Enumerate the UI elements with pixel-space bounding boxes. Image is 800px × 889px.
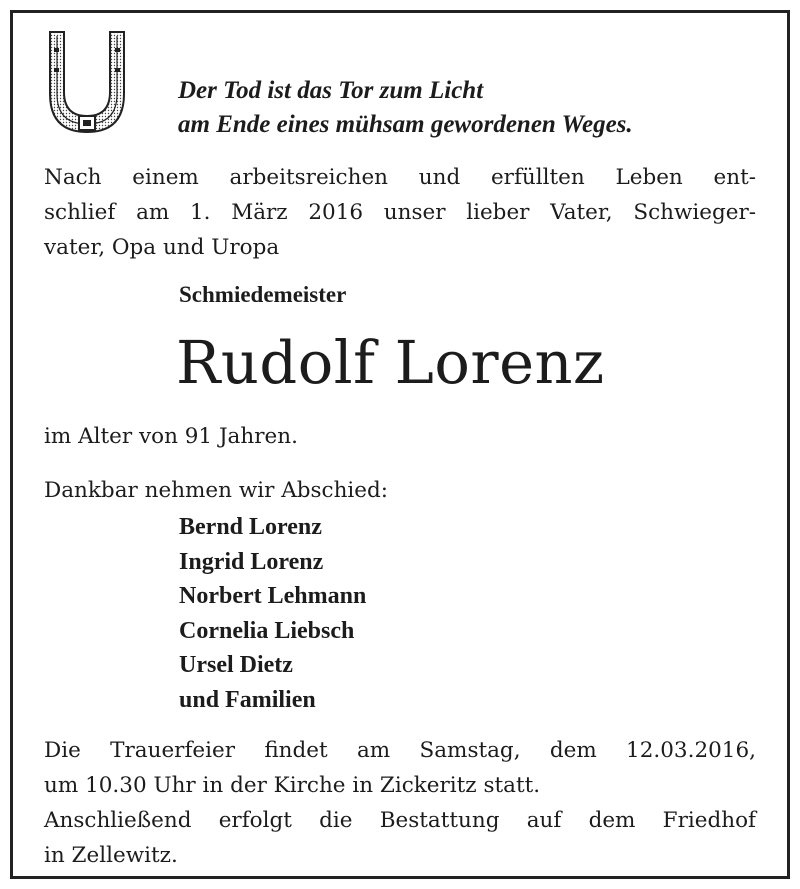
mourner-name: Ursel Dietz [179, 652, 293, 678]
deceased-name: Rudolf Lorenz [176, 328, 605, 397]
motto-line-2: am Ende eines mühsam gewordenen Weges. [178, 111, 633, 138]
funeral-line-2: um 10.30 Uhr in der Kirche in Zickeritz statt. [44, 773, 541, 798]
deceased-title: Schmiedemeister [179, 282, 347, 307]
mourner-name: Ingrid Lorenz [179, 548, 324, 575]
deceased-age: im Alter von 91 Jahren. [44, 424, 298, 449]
motto-line-1: Der Tod ist das Tor zum Licht [178, 77, 484, 104]
mourner-name: Norbert Lehmann [179, 583, 367, 609]
funeral-details [44, 733, 756, 873]
funeral-line-1: Die Trauerfeier findet am Samstag, dem 12.03.2016, [44, 738, 756, 763]
farewell-intro: Dankbar nehmen wir Abschied: [44, 478, 389, 503]
intro-line-1: Nach einem arbeitsreichen und erfüllten Leben ent- [44, 165, 756, 190]
mourner-name: Bernd Lorenz [179, 514, 322, 540]
mourner-name: Cornelia Liebsch [179, 617, 355, 644]
funeral-line-4: in Zellewitz. [44, 843, 178, 868]
funeral-line-3: Anschließend erfolgt die Bestattung auf dem Friedhof [44, 808, 756, 833]
intro-line-3: vater, Opa und Uropa [44, 235, 280, 260]
motto-quote [178, 74, 633, 142]
horseshoe-icon [44, 28, 130, 138]
intro-line-2: schlief am 1. März 2016 unser lieber Vater, Schwieger- [44, 200, 756, 225]
mourner-name: und Familien [179, 686, 316, 713]
mourners-list [179, 510, 366, 717]
intro-paragraph [44, 160, 756, 265]
